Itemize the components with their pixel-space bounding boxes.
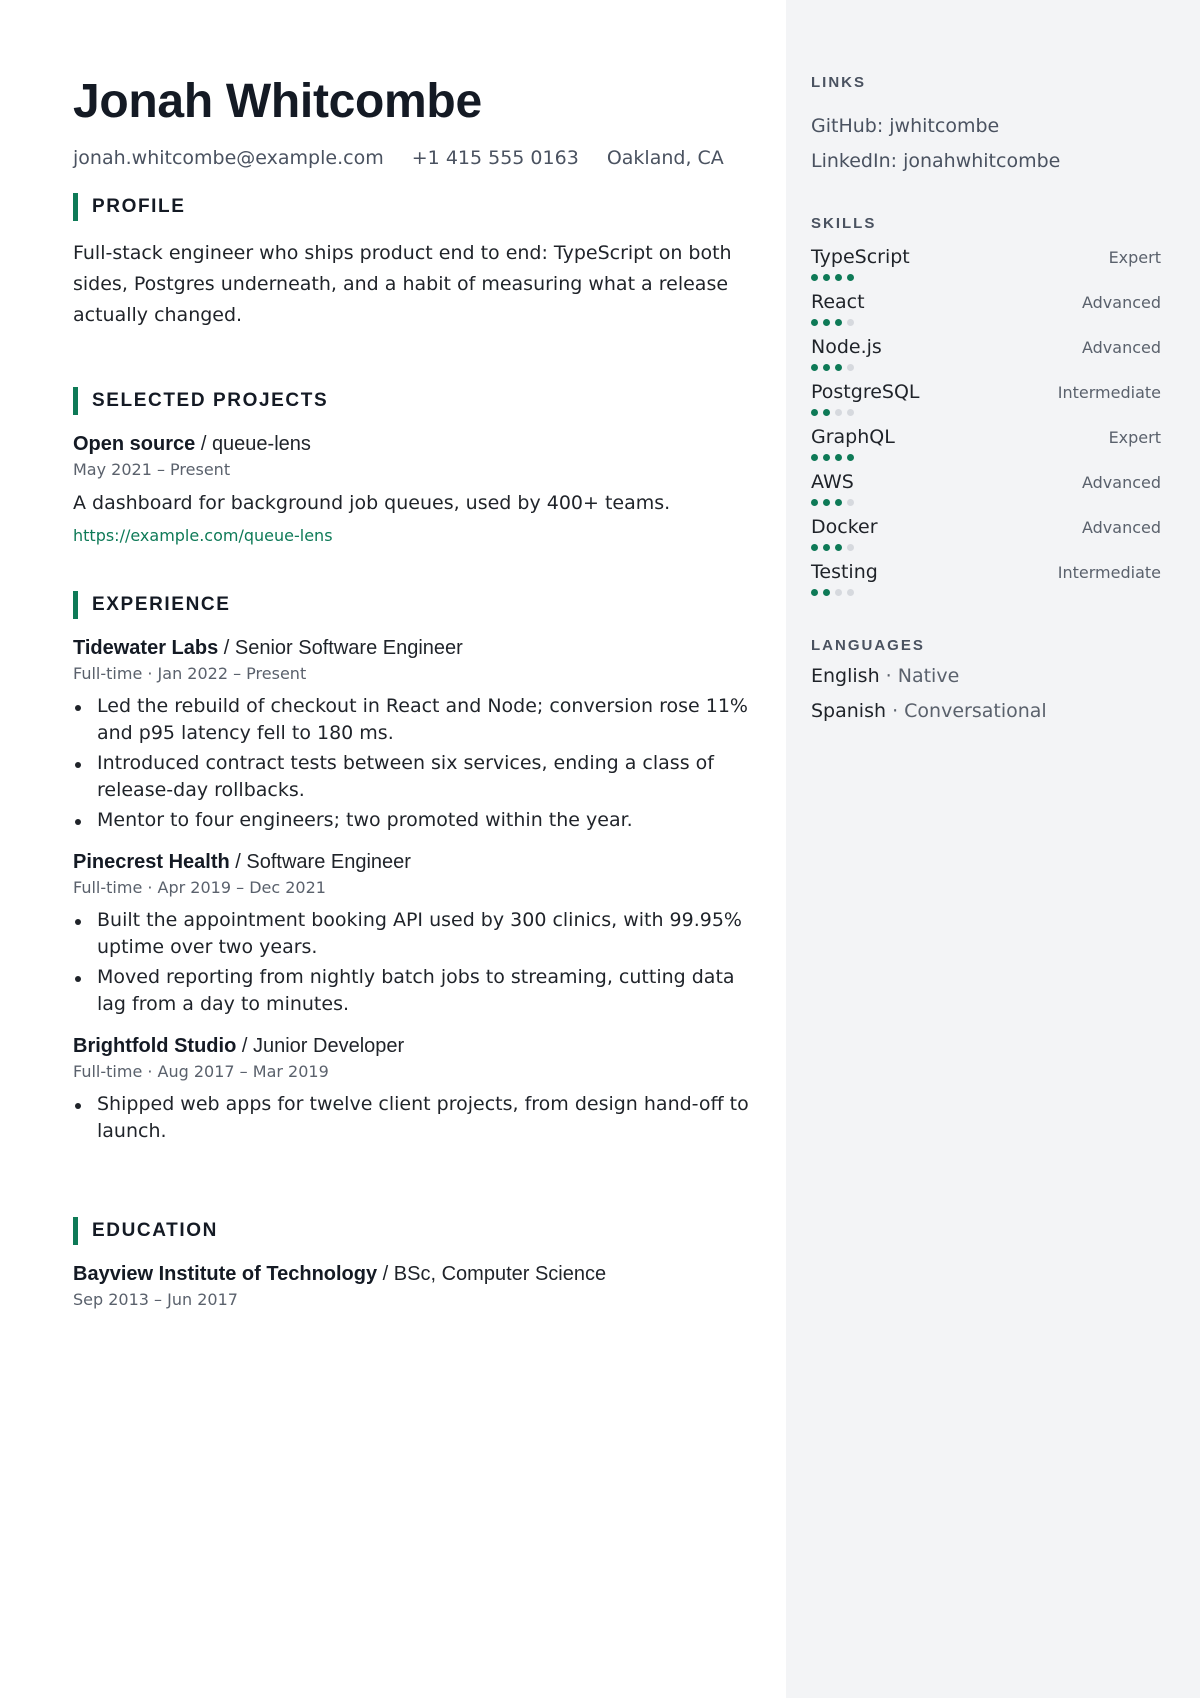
job-bullets — [73, 1091, 763, 1145]
education-heading — [73, 1217, 763, 1245]
rating-dot-empty — [847, 589, 854, 596]
rating-dot-filled — [835, 274, 842, 281]
github-link[interactable]: GitHub: jwhitcombe — [811, 115, 1000, 137]
degree: BSc, Computer Science — [393, 1263, 607, 1285]
job-title: Pinecrest Health / Software Engineer — [73, 851, 411, 873]
skill-rating — [811, 319, 859, 326]
job-company: Brightfold Studio — [73, 1035, 237, 1057]
school-name: Bayview Institute of Technology — [73, 1263, 378, 1285]
profile-text: Full-stack engineer who ships product end to end: TypeScript on both sides, Postgres underneath, and a habit of measuring what a release actually changed. — [73, 242, 732, 326]
language-item: Spanish · Conversational — [811, 700, 1047, 722]
education-entry — [73, 1261, 763, 1311]
sidebar — [786, 0, 1200, 1698]
project-dates: May 2021 – Present — [73, 460, 231, 479]
skill-rating — [811, 364, 859, 371]
rating-dot-filled — [835, 499, 842, 506]
job-role: Software Engineer — [246, 851, 411, 873]
skill-name: TypeScript — [811, 246, 910, 268]
rating-dot-filled — [811, 274, 818, 281]
project-entry — [73, 431, 763, 547]
skill-name: AWS — [811, 471, 854, 493]
skills-heading: SKILLS — [811, 215, 877, 232]
skill-name: Node.js — [811, 336, 882, 358]
skill-row — [811, 560, 1161, 604]
education-section — [73, 1217, 763, 1311]
section-title: SELECTED PROJECTS — [92, 390, 329, 411]
skill-rating — [811, 454, 859, 461]
language-level: Conversational — [904, 700, 1047, 722]
skill-row — [811, 425, 1161, 469]
job-title: Brightfold Studio / Junior Developer — [73, 1035, 405, 1057]
skill-row — [811, 380, 1161, 424]
projects-section — [73, 387, 763, 547]
rating-dot-empty — [847, 409, 854, 416]
linkedin-link[interactable]: LinkedIn: jonahwhitcombe — [811, 150, 1061, 172]
profile-section — [73, 193, 763, 331]
section-accent-bar — [73, 591, 78, 619]
rating-dot-empty — [847, 364, 854, 371]
candidate-name: Jonah Whitcombe — [73, 75, 482, 128]
experience-heading — [73, 591, 763, 619]
skill-level: Advanced — [1081, 293, 1161, 312]
skill-level: Expert — [1108, 248, 1161, 267]
rating-dot-filled — [811, 364, 818, 371]
rating-dot-filled — [847, 454, 854, 461]
contact-email[interactable]: jonah.whitcombe@example.com — [73, 147, 384, 169]
contact-phone[interactable]: +1 415 555 0163 — [411, 147, 579, 169]
projects-heading — [73, 387, 763, 415]
experience-section — [73, 591, 763, 1148]
skill-name: React — [811, 291, 865, 313]
job-meta: Full-time · Jan 2022 – Present — [73, 664, 307, 683]
job-company: Tidewater Labs — [73, 637, 219, 659]
bullet-item: Mentor to four engineers; two promoted within the year. — [73, 807, 763, 834]
skill-level: Advanced — [1081, 518, 1161, 537]
rating-dot-filled — [811, 319, 818, 326]
rating-dot-filled — [823, 409, 830, 416]
rating-dot-filled — [823, 319, 830, 326]
skill-rating — [811, 274, 859, 281]
bullet-item: Introduced contract tests between six services, ending a class of release-day rollbacks. — [73, 750, 763, 804]
rating-dot-empty — [847, 319, 854, 326]
project-org: Open source — [73, 433, 196, 455]
rating-dot-filled — [811, 409, 818, 416]
rating-dot-filled — [811, 499, 818, 506]
section-title: PROFILE — [92, 196, 186, 217]
rating-dot-empty — [835, 589, 842, 596]
bullet-item: Built the appointment booking API used by 300 clinics, with 99.95% uptime over two years. — [73, 907, 763, 961]
skill-name: GraphQL — [811, 426, 895, 448]
language-level: Native — [897, 665, 960, 687]
rating-dot-filled — [823, 274, 830, 281]
rating-dot-empty — [847, 499, 854, 506]
skill-row — [811, 470, 1161, 514]
skill-level: Expert — [1108, 428, 1161, 447]
rating-dot-filled — [823, 364, 830, 371]
skill-name: Docker — [811, 516, 878, 538]
experience-entry — [73, 1033, 763, 1145]
job-company: Pinecrest Health — [73, 851, 230, 873]
skill-level: Advanced — [1081, 473, 1161, 492]
bullet-item: Moved reporting from nightly batch jobs to streaming, cutting data lag from a day to minutes. — [73, 964, 763, 1018]
rating-dot-filled — [835, 319, 842, 326]
rating-dot-filled — [811, 544, 818, 551]
rating-dot-filled — [823, 544, 830, 551]
bullet-item: Led the rebuild of checkout in React and Node; conversion rose 11% and p95 latency fell to 180 ms. — [73, 693, 763, 747]
skill-name: Testing — [811, 561, 878, 583]
skill-row — [811, 335, 1161, 379]
job-role: Senior Software Engineer — [234, 637, 463, 659]
language-name: English — [811, 665, 880, 687]
profile-heading — [73, 193, 763, 221]
skill-rating — [811, 499, 859, 506]
skill-row — [811, 290, 1161, 334]
job-meta: Full-time · Apr 2019 – Dec 2021 — [73, 878, 326, 897]
experience-entry — [73, 849, 763, 1018]
rating-dot-filled — [823, 499, 830, 506]
contact-line — [73, 146, 746, 170]
project-link[interactable]: https://example.com/queue-lens — [73, 526, 333, 545]
project-description: A dashboard for background job queues, used by 400+ teams. — [73, 492, 671, 514]
links-heading: LINKS — [811, 74, 866, 91]
skill-name: PostgreSQL — [811, 381, 920, 403]
section-title: EXPERIENCE — [92, 594, 231, 615]
rating-dot-filled — [835, 544, 842, 551]
rating-dot-filled — [823, 454, 830, 461]
language-name: Spanish — [811, 700, 887, 722]
bullet-item: Shipped web apps for twelve client projects, from design hand-off to launch. — [73, 1091, 763, 1145]
contact-location: Oakland, CA — [606, 147, 724, 169]
rating-dot-filled — [847, 274, 854, 281]
job-role: Junior Developer — [252, 1035, 405, 1057]
rating-dot-filled — [835, 364, 842, 371]
language-item: English · Native — [811, 665, 960, 687]
rating-dot-empty — [847, 544, 854, 551]
skill-level: Intermediate — [1057, 563, 1161, 582]
section-accent-bar — [73, 193, 78, 221]
section-accent-bar — [73, 1217, 78, 1245]
languages-heading: LANGUAGES — [811, 637, 925, 654]
project-title: Open source / queue-lens — [73, 433, 311, 455]
skill-row — [811, 245, 1161, 289]
skill-level: Intermediate — [1057, 383, 1161, 402]
job-meta: Full-time · Aug 2017 – Mar 2019 — [73, 1062, 329, 1081]
rating-dot-filled — [811, 454, 818, 461]
rating-dot-filled — [835, 454, 842, 461]
project-name: queue-lens — [211, 433, 311, 455]
job-title: Tidewater Labs / Senior Software Engineer — [73, 637, 463, 659]
education-dates: Sep 2013 – Jun 2017 — [73, 1290, 238, 1309]
rating-dot-empty — [835, 409, 842, 416]
section-accent-bar — [73, 387, 78, 415]
rating-dot-filled — [823, 589, 830, 596]
skill-rating — [811, 544, 859, 551]
skill-level: Advanced — [1081, 338, 1161, 357]
section-title: EDUCATION — [92, 1220, 218, 1241]
job-bullets — [73, 907, 763, 1018]
rating-dot-filled — [811, 589, 818, 596]
school-title: Bayview Institute of Technology / BSc, Computer Science — [73, 1263, 607, 1285]
experience-entry — [73, 635, 763, 834]
job-bullets — [73, 693, 763, 834]
skill-rating — [811, 409, 859, 416]
skill-row — [811, 515, 1161, 559]
skill-rating — [811, 589, 859, 596]
